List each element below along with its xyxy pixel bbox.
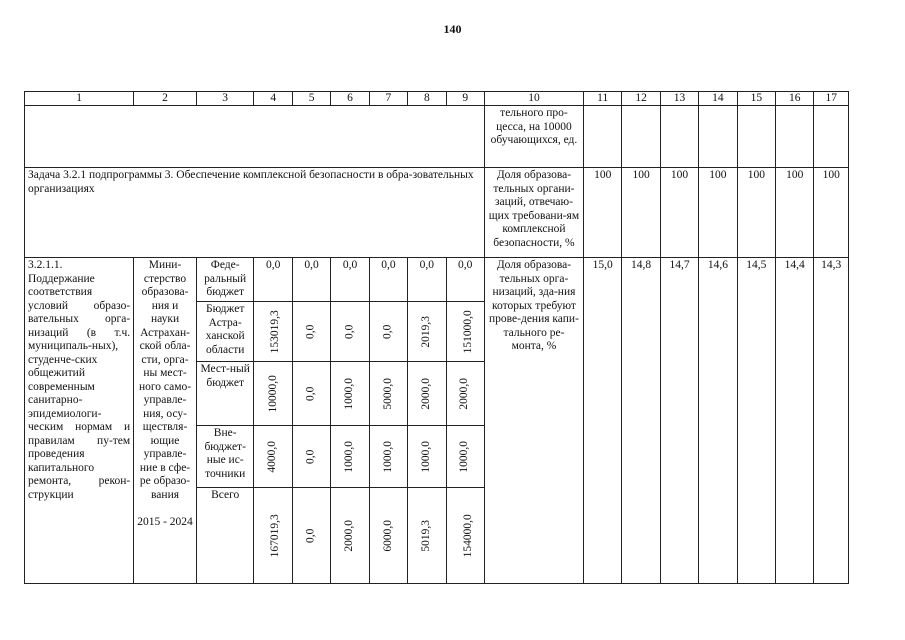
funding-value-cell xyxy=(369,302,407,362)
header-cell: 3 xyxy=(196,92,254,106)
funding-value: 0,0 xyxy=(343,324,356,339)
task-indicator: Доля образова-тельных органи-заций, отвечаю-щих требовани-ям комплексной безопасности, % xyxy=(484,168,583,258)
indicator-value: 14,6 xyxy=(699,258,737,584)
header-cell: 1 xyxy=(25,92,134,106)
funding-value-cell xyxy=(254,426,292,488)
funding-value: 4000,0 xyxy=(266,440,279,473)
funding-source: Феде-ральный бюджет xyxy=(196,258,254,302)
indicator-value: 14,8 xyxy=(622,258,660,584)
funding-value-cell xyxy=(292,488,330,584)
funding-value: 6000,0 xyxy=(381,519,394,552)
funding-value-cell xyxy=(408,488,446,584)
funding-value: 1000,0 xyxy=(343,440,356,473)
header-cell: 16 xyxy=(776,92,814,106)
continuation-indicator: тельного про-цесса, на 10000 обучающихся, ед. xyxy=(484,106,583,168)
header-cell: 15 xyxy=(737,92,775,106)
funding-value-cell xyxy=(331,426,369,488)
header-cell: 5 xyxy=(292,92,330,106)
task-row xyxy=(25,168,849,258)
funding-value: 1000,0 xyxy=(420,440,433,473)
funding-source: Мест-ный бюджет xyxy=(196,362,254,426)
funding-value-cell xyxy=(254,488,292,584)
funding-source: Всего xyxy=(196,488,254,584)
measure-name: 3.2.1.1. Поддержание соответствия условий образо-вательных орга-низаций (в т.ч. муниципаль-ных), студенче-ских общежитий современным санитарно-эпидемиологи-ческим нормам и правилам пу-тем проведения капитального ремонта, рекон-струкции xyxy=(25,258,134,584)
indicator-value: 14,3 xyxy=(814,258,849,584)
funding-value-cell xyxy=(408,302,446,362)
funding-value-cell xyxy=(331,488,369,584)
funding-value: 5000,0 xyxy=(381,377,394,410)
task-title: Задача 3.2.1 подпрограммы 3. Обеспечение комплексной безопасности в обра-зовательных организациях xyxy=(25,168,485,258)
funding-value: 5019,3 xyxy=(420,519,433,552)
funding-value: 0,0 xyxy=(292,258,330,302)
funding-source: Вне-бюджет-ные ис-точники xyxy=(196,426,254,488)
empty-cell xyxy=(814,106,849,168)
empty-cell xyxy=(776,106,814,168)
funding-value: 0,0 xyxy=(304,528,317,543)
funding-value-cell xyxy=(292,362,330,426)
header-cell: 10 xyxy=(484,92,583,106)
header-cell: 9 xyxy=(446,92,484,106)
funding-value: 1000,0 xyxy=(458,440,471,473)
indicator-value: 15,0 xyxy=(584,258,622,584)
implementation-period: 2015 - 2024 xyxy=(137,516,193,528)
task-value: 100 xyxy=(699,168,737,258)
task-value: 100 xyxy=(622,168,660,258)
header-cell: 13 xyxy=(660,92,698,106)
funding-value: 2000,0 xyxy=(343,519,356,552)
header-cell: 17 xyxy=(814,92,849,106)
funding-value-cell xyxy=(408,426,446,488)
funding-value: 2000,0 xyxy=(458,377,471,410)
funding-value: 1000,0 xyxy=(343,377,356,410)
funding-value-cell xyxy=(446,488,484,584)
header-cell: 7 xyxy=(369,92,407,106)
funding-value: 0,0 xyxy=(446,258,484,302)
indicator-value: 14,5 xyxy=(737,258,775,584)
funding-value: 0,0 xyxy=(304,449,317,464)
funding-value: 10000,0 xyxy=(266,374,279,413)
funding-value-cell xyxy=(369,426,407,488)
funding-value: 0,0 xyxy=(304,324,317,339)
funding-value-cell xyxy=(331,362,369,426)
funding-value-cell xyxy=(331,302,369,362)
page-number: 140 xyxy=(443,22,462,36)
funding-value: 167019,3 xyxy=(269,513,282,558)
funding-value-cell xyxy=(369,488,407,584)
header-cell: 4 xyxy=(254,92,292,106)
task-value: 100 xyxy=(584,168,622,258)
executor-text: Мини-стерство образова-ния и науки Астрахан-ской обла-сти, орга-ны мест-ного само-управле-ния, осу-ществля-ющие управле-ние в сфе-ре образо-вания xyxy=(138,259,192,501)
funding-value: 2019,3 xyxy=(420,315,433,348)
funding-value-cell xyxy=(292,426,330,488)
continuation-row xyxy=(25,106,849,168)
funding-value: 0,0 xyxy=(408,258,446,302)
header-cell: 2 xyxy=(134,92,197,106)
funding-value: 0,0 xyxy=(381,324,394,339)
task-value: 100 xyxy=(737,168,775,258)
header-row xyxy=(25,92,849,106)
measure-executor xyxy=(134,258,197,584)
funding-value-cell xyxy=(369,362,407,426)
empty-cell xyxy=(699,106,737,168)
empty-cell xyxy=(25,106,485,168)
funding-value: 151000,0 xyxy=(461,309,474,354)
task-value: 100 xyxy=(776,168,814,258)
funding-value: 0,0 xyxy=(254,258,292,302)
funding-value: 2000,0 xyxy=(420,377,433,410)
empty-cell xyxy=(584,106,622,168)
task-value: 100 xyxy=(660,168,698,258)
funding-value-cell xyxy=(446,302,484,362)
measure-indicator: Доля образова-тельных орга-низаций, зда-ния которых требуют прове-дения капи-тального ре-монта, % xyxy=(484,258,583,584)
empty-cell xyxy=(660,106,698,168)
header-cell: 11 xyxy=(584,92,622,106)
funding-value-cell xyxy=(254,302,292,362)
task-value: 100 xyxy=(814,168,849,258)
funding-value: 1000,0 xyxy=(381,440,394,473)
indicator-value: 14,4 xyxy=(776,258,814,584)
header-cell: 8 xyxy=(408,92,446,106)
funding-source: Бюджет Астра-ханской области xyxy=(196,302,254,362)
indicator-value: 14,7 xyxy=(660,258,698,584)
funding-value-cell xyxy=(292,302,330,362)
empty-cell xyxy=(622,106,660,168)
program-table xyxy=(24,91,849,584)
empty-cell xyxy=(737,106,775,168)
header-cell: 6 xyxy=(331,92,369,106)
funding-value: 0,0 xyxy=(304,386,317,401)
funding-value: 154000,0 xyxy=(461,513,474,558)
funding-value-cell xyxy=(446,426,484,488)
funding-row xyxy=(25,258,849,302)
funding-value-cell xyxy=(446,362,484,426)
funding-value: 153019,3 xyxy=(269,309,282,354)
funding-value: 0,0 xyxy=(369,258,407,302)
header-cell: 12 xyxy=(622,92,660,106)
funding-value-cell xyxy=(408,362,446,426)
funding-value: 0,0 xyxy=(331,258,369,302)
funding-value-cell xyxy=(254,362,292,426)
header-cell: 14 xyxy=(699,92,737,106)
